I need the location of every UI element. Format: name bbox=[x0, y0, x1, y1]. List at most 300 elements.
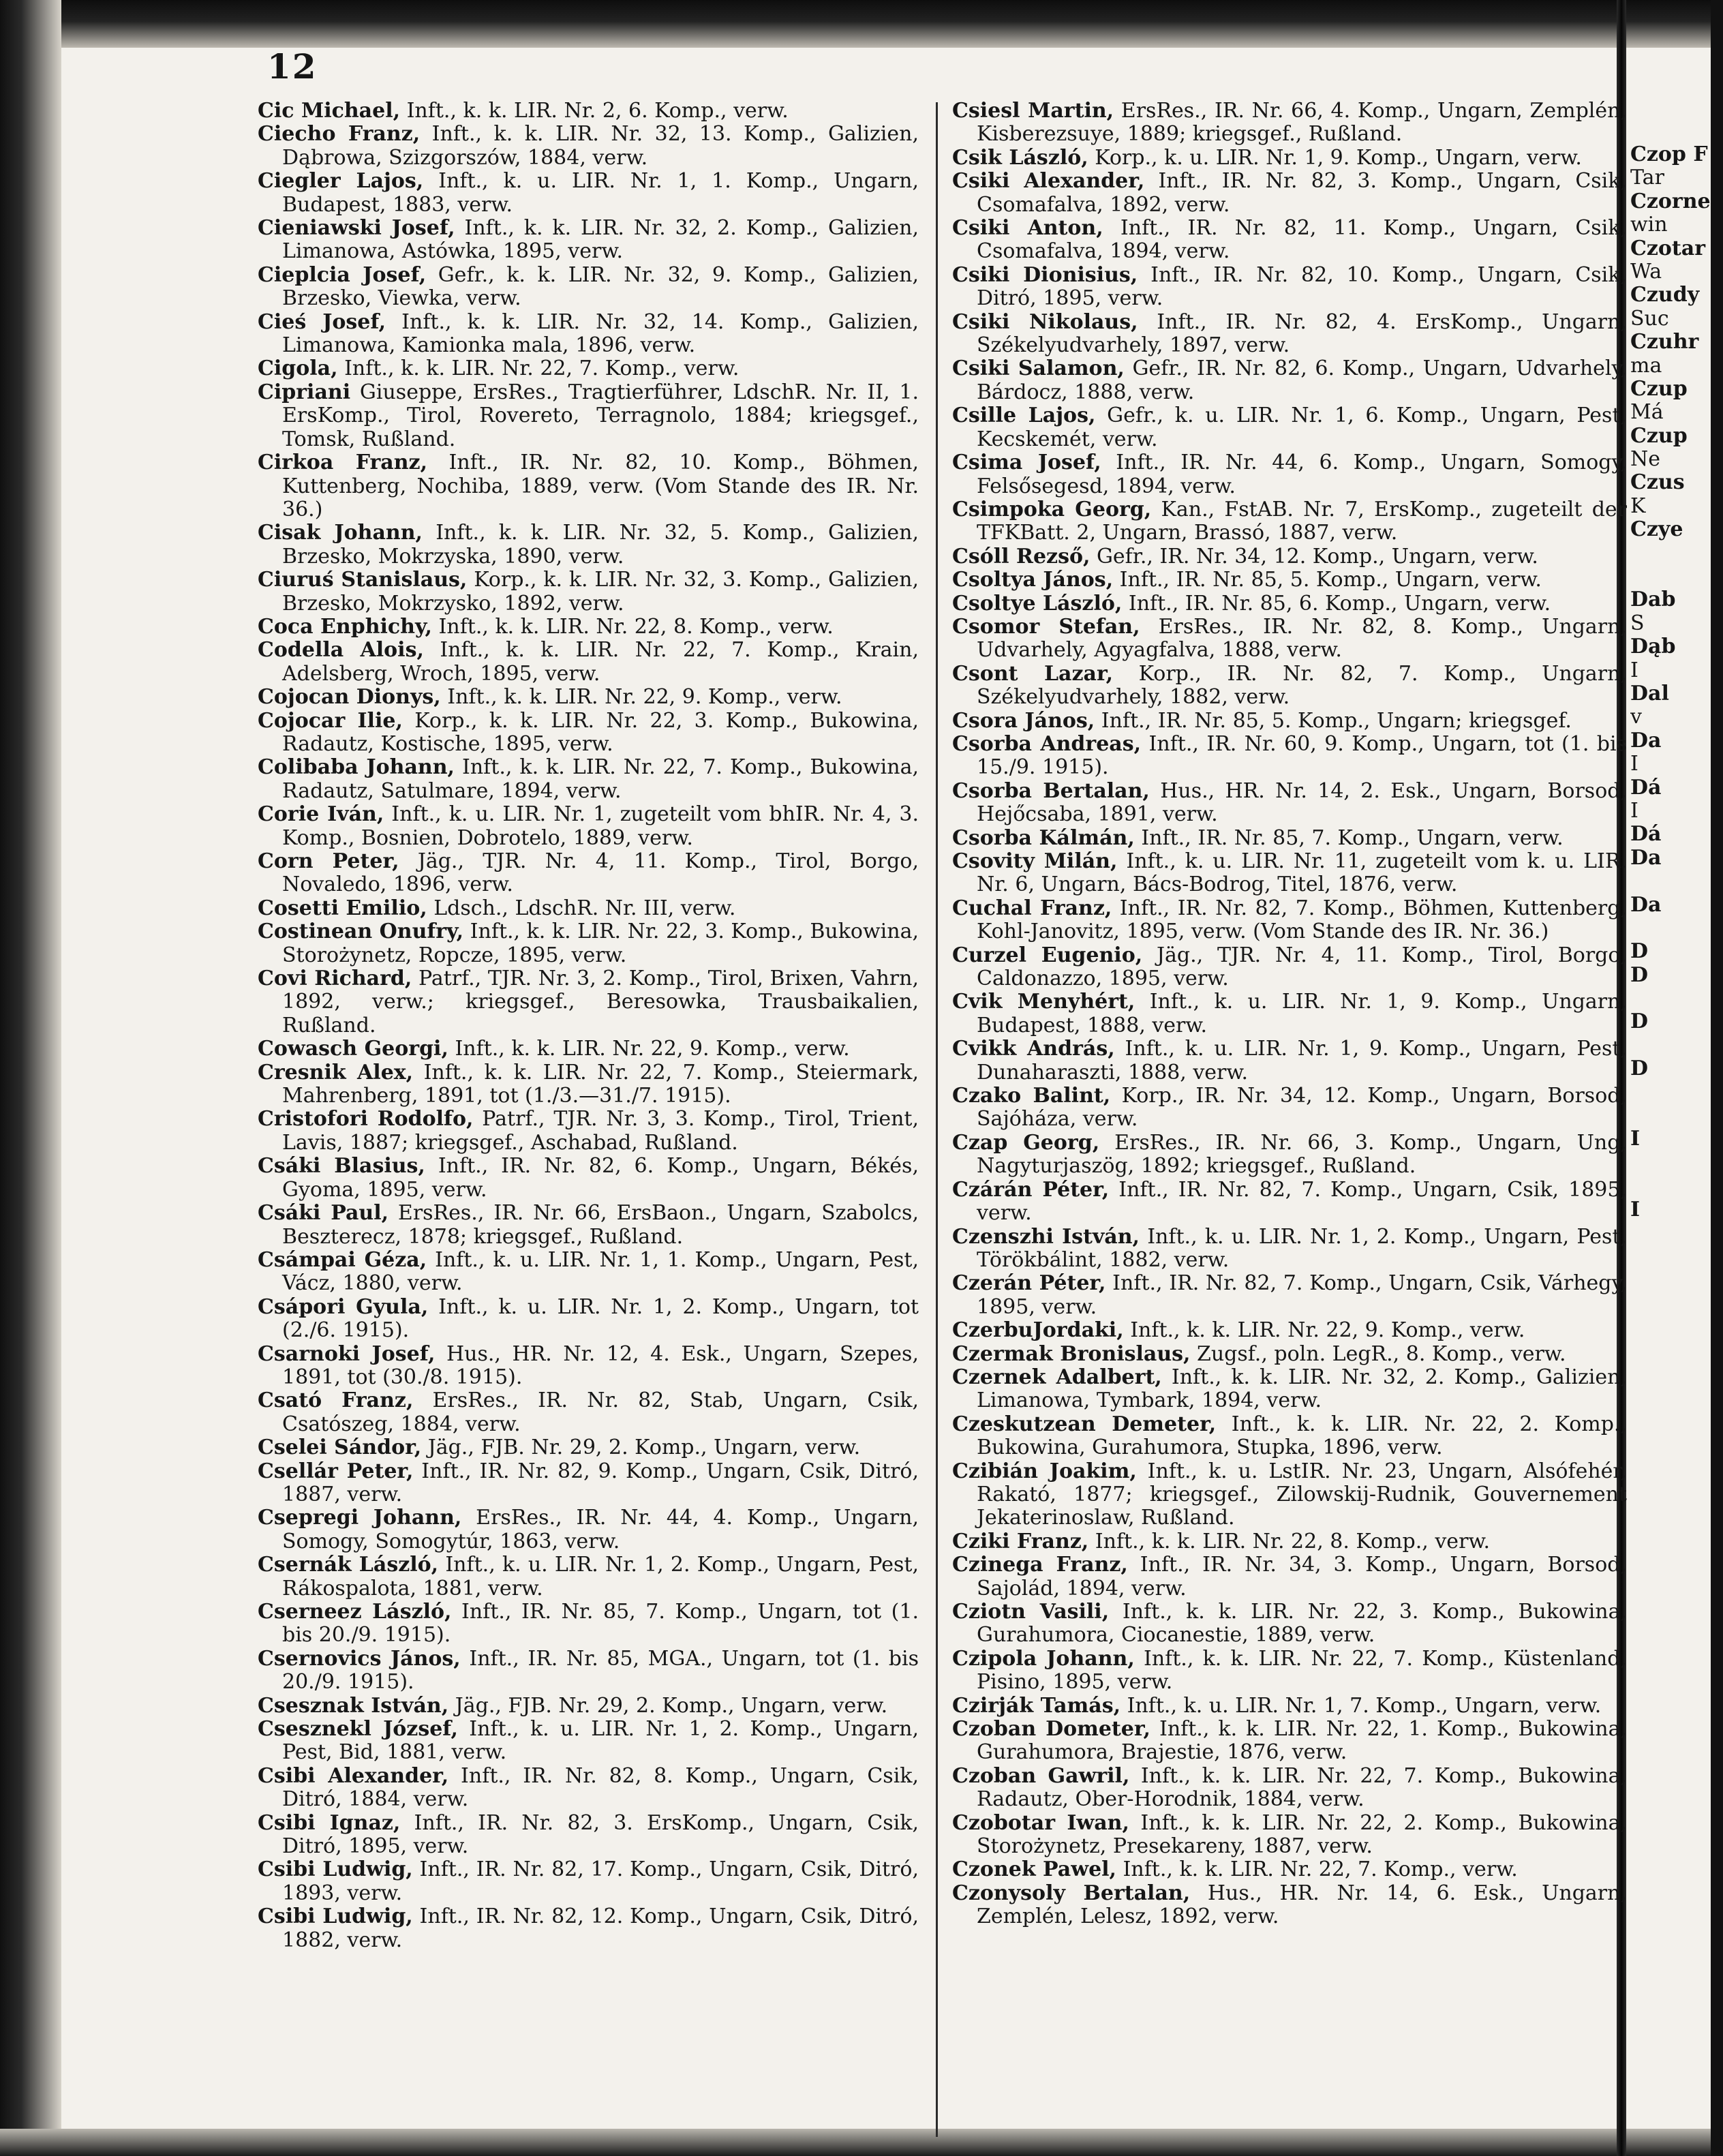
entry-text: ErsRes., IR. Nr. 44, 4. Komp., Ungarn, Somogy, Somogytúr, 1863, verw. bbox=[282, 1506, 919, 1553]
entry-text: Korp., IR. Nr. 82, 7. Komp., Ungarn, Székelyudvarhely, 1882, verw. bbox=[977, 661, 1627, 710]
list-entry bbox=[258, 170, 919, 217]
list-entry bbox=[258, 1343, 919, 1390]
edge-fragment: Dal bbox=[1630, 682, 1669, 705]
list-entry bbox=[952, 498, 1627, 545]
entry-text: Inft., IR. Nr. 82, 17. Komp., Ungarn, Csik, Ditró, 1893, verw. bbox=[282, 1857, 919, 1905]
edge-fragment: D bbox=[1630, 940, 1649, 964]
edge-fragment: Ne bbox=[1630, 448, 1661, 472]
entry-name: Csiesl Martin, bbox=[952, 99, 1114, 123]
list-entry bbox=[952, 1648, 1627, 1695]
list-entry bbox=[952, 357, 1627, 404]
entry-text: Gefr., IR. Nr. 82, 6. Komp., Ungarn, Udvarhely, Bárdocz, 1888, verw. bbox=[977, 356, 1627, 404]
entry-name: Codella Alois, bbox=[258, 638, 424, 663]
entry-name: Csorba Andreas, bbox=[952, 731, 1142, 756]
entry-text: Inft., k. k. LIR. Nr. 22, 9. Komp., verw. bbox=[448, 1037, 850, 1061]
list-entry bbox=[952, 1272, 1627, 1319]
list-entry bbox=[258, 1648, 919, 1695]
list-entry bbox=[258, 1858, 919, 1905]
entry-name: Cresnik Alex, bbox=[258, 1060, 414, 1084]
edge-fragment: D bbox=[1630, 1057, 1649, 1081]
edge-fragment bbox=[1630, 987, 1711, 1010]
entry-name: Csibi Ludwig, bbox=[258, 1904, 413, 1929]
entry-text: Inft., k. k. LIR. Nr. 32, 2. Komp., Galizien, Limanowa, Astówka, 1895, verw. bbox=[282, 216, 919, 264]
entry-name: Cic Michael, bbox=[258, 99, 401, 123]
entry-name: Cvik Menyhért, bbox=[952, 990, 1135, 1014]
entry-name: Czoban Dometer, bbox=[952, 1717, 1150, 1742]
list-entry bbox=[952, 1695, 1627, 1718]
entry-name: Ciecho Franz, bbox=[258, 122, 421, 147]
entry-text: ErsRes., IR. Nr. 66, 4. Komp., Ungarn, Zemplén, Kisberezsuye, 1889; kriegsgef., Rußland. bbox=[977, 99, 1627, 147]
edge-fragment: Dá bbox=[1630, 776, 1662, 800]
entry-text: Inft., IR. Nr. 82, 9. Komp., Ungarn, Csik, Ditró, 1887, verw. bbox=[282, 1459, 919, 1506]
entry-text: Inft., k. k. LIR. Nr. 22, 2. Komp., Bukowina, Gurahumora, Stupka, 1896, verw. bbox=[977, 1412, 1628, 1460]
entry-text: Inft., k. k. LIR. Nr. 22, 8. Komp., verw. bbox=[431, 614, 834, 639]
list-entry bbox=[952, 1718, 1627, 1765]
entry-name: Csellár Peter, bbox=[258, 1459, 414, 1483]
entry-name: Curzel Eugenio, bbox=[952, 943, 1143, 967]
list-entry bbox=[952, 311, 1627, 358]
entry-text: Inft., k. u. LIR. Nr. 1, 2. Komp., Ungarn, tot (2./6. 1915). bbox=[282, 1294, 919, 1343]
list-entry bbox=[258, 357, 919, 380]
entry-text: Inft., IR. Nr. 82, 7. Komp., Böhmen, Kuttenberg, Kohl-Janovitz, 1895, verw. (Vom Stande des IR. Nr. 36.) bbox=[977, 896, 1627, 944]
entry-text: Inft., k. k. LIR. Nr. 22, 1. Komp., Bukowina, Gurahumora, Brajestie, 1876, verw. bbox=[977, 1717, 1628, 1765]
list-entry bbox=[258, 521, 919, 568]
entry-name: Csáki Blasius, bbox=[258, 1154, 425, 1179]
entry-name: Csoltye László, bbox=[952, 591, 1123, 616]
entry-text: Gefr., IR. Nr. 34, 12. Komp., Ungarn, verw. bbox=[1090, 544, 1538, 568]
list-entry bbox=[258, 850, 919, 897]
edge-fragment: Má bbox=[1630, 401, 1664, 425]
list-entry bbox=[952, 1600, 1627, 1648]
entry-text: Inft., k. k. LIR. Nr. 22, 3. Komp., Bukowina, Gurahumora, Ciocanestie, 1889, verw. bbox=[977, 1600, 1627, 1648]
entry-name: Csernovics János, bbox=[258, 1646, 461, 1671]
entry-text: Inft., k. k. LIR. Nr. 32, 5. Komp., Galizien, Brzesko, Mokrzyska, 1890, verw. bbox=[282, 521, 919, 568]
edge-fragment bbox=[1630, 870, 1711, 893]
list-entry bbox=[952, 264, 1627, 311]
entry-text: Inft., k. k. LIR. Nr. 22, 8. Komp., verw. bbox=[1088, 1529, 1491, 1553]
entry-name: Csarnoki Josef, bbox=[258, 1341, 436, 1366]
entry-text: Inft., k. k. LIR. Nr. 22, 2. Komp., Bukowina, Storożynetz, Presekareny, 1887, verw. bbox=[977, 1810, 1627, 1859]
entry-text: Inft., IR. Nr. 82, 4. ErsKomp., Ungarn, Székelyudvarhely, 1897, verw. bbox=[977, 309, 1627, 358]
list-entry bbox=[258, 1249, 919, 1296]
entry-name: Czako Balint, bbox=[952, 1084, 1111, 1108]
entry-name: Cserneez László, bbox=[258, 1600, 452, 1624]
entry-text: ErsRes., IR. Nr. 66, ErsBaon., Ungarn, Szabolcs, Beszterecz, 1878; kriegsgef., Rußland. bbox=[282, 1201, 919, 1249]
list-entry bbox=[258, 616, 919, 639]
entry-text: Inft., k. u. LstIR. Nr. 23, Ungarn, Alsófehér, Rakató, 1877; kriegsgef., Zilowskij-Rudnik, Gouvernement Jekaterinoslaw, Rußland. bbox=[977, 1459, 1628, 1530]
list-entry bbox=[952, 944, 1627, 991]
edge-fragment: Suc bbox=[1630, 307, 1669, 331]
list-entry bbox=[258, 1506, 919, 1553]
edge-fragment: Czorne bbox=[1630, 189, 1711, 213]
entry-text: Inft., k. k. LIR. Nr. 32, 14. Komp., Galizien, Limanowa, Kamionka mala, 1896, verw. bbox=[282, 309, 919, 358]
entry-text: Inft., IR. Nr. 82, 3. Komp., Ungarn, Csik, Csomafalva, 1892, verw. bbox=[977, 169, 1627, 217]
entry-name: Cselei Sándor, bbox=[258, 1436, 422, 1460]
entry-text: Inft., k. k. LIR. Nr. 22, 7. Komp., Bukowina, Radautz, Ober-Horodnik, 1884, verw. bbox=[977, 1763, 1628, 1812]
entry-text: Inft., IR. Nr. 60, 9. Komp., Ungarn, tot (1. bis 15./9. 1915). bbox=[977, 731, 1627, 780]
edge-fragment: Dab bbox=[1630, 588, 1676, 612]
list-entry bbox=[258, 897, 919, 920]
entry-name: Cipriani bbox=[258, 380, 351, 404]
entry-name: Csiki Alexander, bbox=[952, 169, 1145, 194]
list-entry bbox=[258, 686, 919, 709]
entry-name: Csáki Paul, bbox=[258, 1201, 389, 1226]
entry-name: Czibián Joakim, bbox=[952, 1459, 1137, 1483]
entry-text: Inft., k. k. LIR. Nr. 22, 9. Komp., verw. bbox=[440, 685, 842, 710]
list-entry bbox=[952, 1037, 1627, 1084]
entry-text: Jäg., TJR. Nr. 4, 11. Komp., Tirol, Borgo, Novaledo, 1896, verw. bbox=[282, 849, 919, 897]
entry-text: Inft., k. u. LIR. Nr. 1, 1. Komp., Ungarn, Budapest, 1883, verw. bbox=[282, 169, 919, 217]
entry-name: Czernek Adalbert, bbox=[952, 1365, 1162, 1389]
edge-fragment: Czuhr bbox=[1630, 331, 1699, 354]
entry-name: Csibi Alexander, bbox=[258, 1763, 449, 1788]
edge-fragment bbox=[1630, 1174, 1711, 1198]
entry-name: Czirják Tamás, bbox=[952, 1693, 1121, 1718]
list-entry bbox=[952, 990, 1627, 1037]
scan-border-left bbox=[0, 0, 61, 2156]
entry-name: Corie Iván, bbox=[258, 802, 384, 827]
entry-name: Covi Richard, bbox=[258, 967, 412, 991]
entry-text: Korp., IR. Nr. 34, 12. Komp., Ungarn, Borsod, Sajóháza, verw. bbox=[977, 1084, 1628, 1132]
edge-fragment: S bbox=[1630, 611, 1645, 635]
edge-fragment bbox=[1630, 1081, 1711, 1104]
entry-name: Csora János, bbox=[952, 708, 1095, 733]
entry-text: Hus., HR. Nr. 12, 4. Esk., Ungarn, Szepes, 1891, tot (30./8. 1915). bbox=[282, 1341, 919, 1389]
entry-text: Giuseppe, ErsRes., Tragtierführer, LdschR. Nr. II, 1. ErsKomp., Tirol, Rovereto, Terragnolo, 1884; kriegsgef., Tomsk, Rußland. bbox=[282, 380, 919, 451]
entry-name: Cowasch Georgi, bbox=[258, 1037, 448, 1061]
entry-name: Czermak Bronislaus, bbox=[952, 1341, 1191, 1366]
list-entry bbox=[952, 147, 1627, 170]
entry-text: Inft., k. u. LIR. Nr. 1, 2. Komp., Ungarn, Pest, Rákospalota, 1881, verw. bbox=[282, 1553, 919, 1600]
edge-fragment: K bbox=[1630, 494, 1646, 518]
list-entry bbox=[258, 217, 919, 264]
entry-name: Cirkoa Franz, bbox=[258, 451, 428, 475]
entry-text: ErsRes., IR. Nr. 82, 8. Komp., Ungarn, Udvarhely, Agyagfalva, 1888, verw. bbox=[977, 614, 1627, 663]
edge-fragment bbox=[1630, 565, 1711, 588]
entry-name: Colibaba Johann, bbox=[258, 755, 455, 780]
list-entry bbox=[258, 1600, 919, 1648]
entry-name: Cieplcia Josef, bbox=[258, 262, 427, 287]
entry-text: Inft., IR. Nr. 34, 3. Komp., Ungarn, Borsod, Sajolád, 1894, verw. bbox=[977, 1553, 1628, 1600]
entry-name: Csorba Bertalan, bbox=[952, 778, 1150, 803]
right-column bbox=[952, 100, 1627, 1929]
list-entry bbox=[258, 451, 919, 521]
entry-name: Csápori Gyula, bbox=[258, 1294, 429, 1319]
list-entry bbox=[952, 850, 1627, 897]
entry-text: Inft., IR. Nr. 82, 6. Komp., Ungarn, Békés, Gyoma, 1895, verw. bbox=[282, 1154, 919, 1202]
list-entry bbox=[952, 1882, 1627, 1929]
entry-text: Inft., k. k. LIR. Nr. 22, 3. Komp., Bukowina, Storożynetz, Ropcze, 1895, verw. bbox=[282, 920, 919, 967]
edge-fragment: Czup bbox=[1630, 377, 1688, 401]
list-entry bbox=[952, 616, 1627, 663]
edge-fragment bbox=[1630, 1104, 1711, 1127]
column-divider bbox=[936, 102, 938, 2137]
entry-text: Inft., k. k. LIR. Nr. 22, 9. Komp., verw. bbox=[1123, 1318, 1525, 1343]
edge-fragment bbox=[1630, 917, 1711, 940]
entry-text: Inft., k. u. LIR. Nr. 1, 2. Komp., Ungarn, Pest, Bid, 1881, verw. bbox=[282, 1717, 919, 1765]
list-entry bbox=[258, 1905, 919, 1952]
entry-text: Inft., k. k. LIR. Nr. 32, 2. Komp., Galizien, Limanowa, Tymbark, 1894, verw. bbox=[977, 1365, 1627, 1413]
edge-fragment: I bbox=[1630, 1198, 1641, 1221]
entry-text: Inft., k. u. LIR. Nr. 11, zugeteilt vom k. u. LIR. Nr. 6, Ungarn, Bács-Bodrog, Titel, 1876, verw. bbox=[977, 849, 1627, 897]
list-entry bbox=[258, 568, 919, 616]
entry-text: ErsRes., IR. Nr. 66, 3. Komp., Ungarn, Ung, Nagyturjaszög, 1892; kriegsgef., Rußland. bbox=[977, 1130, 1627, 1179]
edge-fragment: Czudy bbox=[1630, 284, 1700, 307]
list-entry bbox=[952, 404, 1627, 451]
entry-text: Korp., k. u. LIR. Nr. 1, 9. Komp., Ungarn, verw. bbox=[1088, 145, 1582, 170]
list-entry bbox=[258, 1812, 919, 1859]
entry-name: Czerán Péter, bbox=[952, 1271, 1106, 1296]
list-entry bbox=[952, 1460, 1627, 1530]
entry-text: Inft., IR. Nr. 82, 3. ErsKomp., Ungarn, Csik, Ditró, 1895, verw. bbox=[282, 1810, 919, 1859]
entry-name: Cziotn Vasili, bbox=[952, 1600, 1110, 1624]
entry-text: Inft., IR. Nr. 82, 7. Komp., Ungarn, Csik, 1895, verw. bbox=[977, 1177, 1627, 1226]
entry-text: Inft., k. u. LIR. Nr. 1, zugeteilt vom bhIR. Nr. 4, 3. Komp., Bosnien, Dobrotelo, 1889, verw. bbox=[282, 802, 919, 850]
entry-text: Ldsch., LdschR. Nr. III, verw. bbox=[427, 896, 736, 920]
list-entry bbox=[258, 920, 919, 967]
entry-name: Csiki Anton, bbox=[952, 216, 1103, 241]
entry-name: Czeskutzean Demeter, bbox=[952, 1412, 1217, 1436]
list-entry bbox=[952, 1812, 1627, 1859]
entry-name: Czinega Franz, bbox=[952, 1553, 1128, 1577]
edge-fragment: I bbox=[1630, 1127, 1641, 1151]
entry-name: Csibi Ignaz, bbox=[258, 1810, 401, 1835]
entry-text: Inft., k. u. LIR. Nr. 1, 2. Komp., Ungarn, Pest, Törökbálint, 1882, verw. bbox=[977, 1224, 1627, 1272]
list-entry bbox=[952, 451, 1627, 498]
entry-text: Inft., k. u. LIR. Nr. 1, 7. Komp., Ungarn, verw. bbox=[1120, 1693, 1602, 1718]
entry-text: Inft., k. k. LIR. Nr. 32, 13. Komp., Galizien, Dąbrowa, Szizgorszów, 1884, verw. bbox=[282, 122, 919, 170]
entry-text: Inft., k. k. LIR. Nr. 22, 7. Komp., verw. bbox=[337, 356, 739, 381]
entry-text: Gefr., k. k. LIR. Nr. 32, 9. Komp., Galizien, Brzesko, Viewka, verw. bbox=[282, 262, 919, 311]
entry-text: Inft., IR. Nr. 85, MGA., Ungarn, tot (1. bis 20./9. 1915). bbox=[282, 1646, 919, 1695]
list-entry bbox=[952, 1084, 1627, 1132]
entry-text: Patrf., TJR. Nr. 3, 3. Komp., Tirol, Trient, Lavis, 1887; kriegsgef., Aschabad, Rußland. bbox=[282, 1107, 919, 1155]
list-entry bbox=[952, 1530, 1627, 1553]
entry-text: Inft., k. k. LIR. Nr. 22, 7. Komp., Steiermark, Mahrenberg, 1891, tot (1./3.—31./7. 1915). bbox=[282, 1060, 919, 1108]
entry-name: Csima Josef, bbox=[952, 451, 1101, 475]
list-entry bbox=[952, 780, 1627, 827]
next-page-edge bbox=[1630, 143, 1711, 1221]
entry-name: Csepregi Johann, bbox=[258, 1506, 462, 1530]
list-entry bbox=[952, 217, 1627, 264]
edge-fragment: Tar bbox=[1630, 166, 1664, 190]
edge-fragment: D bbox=[1630, 1010, 1649, 1034]
entry-text: Inft., k. k. LIR. Nr. 2, 6. Komp., verw. bbox=[400, 99, 789, 123]
entry-name: Coca Enphichy, bbox=[258, 614, 432, 639]
list-entry bbox=[952, 1132, 1627, 1179]
entry-text: Inft., k. u. LIR. Nr. 1, 1. Komp., Ungarn, Pest, Vácz, 1880, verw. bbox=[282, 1247, 919, 1296]
entry-name: Csiki Dionisius, bbox=[952, 262, 1138, 287]
entry-name: Czonysoly Bertalan, bbox=[952, 1881, 1191, 1905]
list-entry bbox=[258, 1061, 919, 1108]
edge-fragment: I bbox=[1630, 799, 1638, 823]
list-entry bbox=[258, 639, 919, 686]
list-entry bbox=[258, 1460, 919, 1507]
entry-text: Inft., IR. Nr. 82, 11. Komp., Ungarn, Csik, Csomafalva, 1894, verw. bbox=[977, 216, 1627, 264]
list-entry bbox=[258, 1436, 919, 1459]
edge-fragment: Wa bbox=[1630, 260, 1662, 284]
list-entry bbox=[258, 1202, 919, 1249]
left-column bbox=[258, 100, 919, 1952]
entry-name: Cojocan Dionys, bbox=[258, 685, 441, 710]
entry-name: Czap Georg, bbox=[952, 1130, 1100, 1155]
list-entry bbox=[258, 264, 919, 311]
entry-text: Inft., k. k. LIR. Nr. 22, 7. Komp., Krain, Adelsberg, Wroch, 1895, verw. bbox=[282, 638, 919, 686]
edge-fragment: Czup bbox=[1630, 424, 1688, 448]
entry-text: Inft., IR. Nr. 85, 5. Komp., Ungarn, verw. bbox=[1113, 568, 1542, 592]
entry-name: Csovity Milán, bbox=[952, 849, 1118, 873]
entry-name: Czobotar Iwan, bbox=[952, 1810, 1129, 1835]
entry-name: Ciuruś Stanislaus, bbox=[258, 568, 468, 592]
edge-fragment: Dá bbox=[1630, 823, 1662, 847]
entry-text: Inft., k. u. LIR. Nr. 1, 9. Komp., Ungarn, Pest, Dunaharaszti, 1888, verw. bbox=[977, 1037, 1627, 1084]
entry-name: Czoban Gawril, bbox=[952, 1763, 1130, 1788]
list-entry bbox=[952, 827, 1627, 850]
list-entry bbox=[258, 1389, 919, 1436]
edge-fragment: Da bbox=[1630, 729, 1662, 753]
entry-text: Inft., IR. Nr. 85, 5. Komp., Ungarn; kriegsgef. bbox=[1095, 708, 1572, 733]
entry-name: Cuchal Franz, bbox=[952, 896, 1112, 920]
entry-name: CzerbuJordaki, bbox=[952, 1318, 1124, 1343]
entry-name: Costinean Onufry, bbox=[258, 920, 464, 944]
entry-name: Czárán Péter, bbox=[952, 1177, 1110, 1202]
list-entry bbox=[258, 967, 919, 1037]
list-entry bbox=[952, 733, 1627, 780]
list-entry bbox=[258, 1155, 919, 1202]
scan-border-top bbox=[0, 0, 1723, 48]
entry-text: Korp., k. k. LIR. Nr. 32, 3. Komp., Galizien, Brzesko, Mokrzysko, 1892, verw. bbox=[282, 568, 919, 616]
edge-fragment bbox=[1630, 1034, 1711, 1057]
entry-name: Csibi Ludwig, bbox=[258, 1857, 413, 1882]
list-entry bbox=[952, 1553, 1627, 1600]
entry-name: Csóll Rezső, bbox=[952, 544, 1091, 568]
list-entry bbox=[258, 710, 919, 757]
entry-name: Csik László, bbox=[952, 145, 1088, 170]
entry-text: Gefr., k. u. LIR. Nr. 1, 6. Komp., Ungarn, Pest, Kecskemét, verw. bbox=[977, 404, 1627, 451]
edge-fragment: win bbox=[1630, 213, 1668, 237]
list-entry bbox=[952, 100, 1627, 147]
entry-name: Cieś Josef, bbox=[258, 309, 386, 334]
list-entry bbox=[258, 1718, 919, 1765]
list-entry bbox=[952, 710, 1627, 733]
list-entry bbox=[258, 123, 919, 170]
edge-fragment bbox=[1630, 1151, 1711, 1174]
entry-text: Inft., IR. Nr. 82, 10. Komp., Böhmen, Kuttenberg, Nochiba, 1889, verw. (Vom Stande des IR. Nr. 36.) bbox=[282, 451, 919, 521]
list-entry bbox=[258, 1108, 919, 1155]
list-entry bbox=[258, 1037, 919, 1061]
list-entry bbox=[258, 1553, 919, 1600]
entry-name: Czonek Pawel, bbox=[952, 1857, 1116, 1882]
list-entry bbox=[952, 1858, 1627, 1881]
list-entry bbox=[258, 1695, 919, 1718]
entry-text: Patrf., TJR. Nr. 3, 2. Komp., Tirol, Brixen, Vahrn, 1892, verw.; kriegsgef., Beresowka, Trausbaikalien, Rußland. bbox=[282, 967, 919, 1037]
entry-text: Inft., IR. Nr. 82, 12. Komp., Ungarn, Csik, Ditró, 1882, verw. bbox=[282, 1904, 919, 1952]
entry-text: Inft., IR. Nr. 82, 8. Komp., Ungarn, Csik, Ditró, 1884, verw. bbox=[282, 1763, 919, 1812]
entry-text: Inft., k. k. LIR. Nr. 22, 7. Komp., Bukowina, Radautz, Satulmare, 1894, verw. bbox=[282, 755, 919, 803]
edge-fragment bbox=[1630, 542, 1711, 565]
entry-text: Korp., k. k. LIR. Nr. 22, 3. Komp., Bukowina, Radautz, Kostische, 1895, verw. bbox=[282, 708, 919, 756]
scan-border-right bbox=[1711, 0, 1723, 2156]
entry-text: Inft., IR. Nr. 82, 10. Komp., Ungarn, Csik, Ditró, 1895, verw. bbox=[977, 262, 1627, 311]
list-entry bbox=[952, 592, 1627, 616]
edge-fragment: Da bbox=[1630, 846, 1662, 870]
edge-fragment: Czye bbox=[1630, 518, 1683, 542]
entry-name: Corn Peter, bbox=[258, 849, 399, 873]
list-entry bbox=[952, 663, 1627, 710]
entry-text: Kan., FstAB. Nr. 7, ErsKomp., zugeteilt der TFKBatt. 2, Ungarn, Brassó, 1887, verw. bbox=[977, 497, 1627, 545]
entry-text: Hus., HR. Nr. 14, 6. Esk., Ungarn, Zemplén, Lelesz, 1892, verw. bbox=[977, 1881, 1627, 1929]
entry-text: Inft., IR. Nr. 44, 6. Komp., Ungarn, Somogy, Felsősegesd, 1894, verw. bbox=[977, 451, 1627, 498]
list-entry bbox=[952, 568, 1627, 592]
entry-text: Jäg., FJB. Nr. 29, 2. Komp., Ungarn, verw. bbox=[421, 1436, 861, 1460]
list-entry bbox=[952, 1226, 1627, 1273]
edge-fragment: Czop F bbox=[1630, 143, 1708, 166]
entry-name: Cigola, bbox=[258, 356, 338, 381]
entry-name: Csató Franz, bbox=[258, 1388, 414, 1413]
entry-name: Cosetti Emilio, bbox=[258, 896, 427, 920]
entry-text: Inft., k. k. LIR. Nr. 22, 7. Komp., Küstenland, Pisino, 1895, verw. bbox=[977, 1646, 1627, 1695]
entry-name: Csont Lazar, bbox=[952, 661, 1114, 686]
entry-name: Czipola Johann, bbox=[952, 1646, 1135, 1671]
list-entry bbox=[258, 1296, 919, 1343]
list-entry bbox=[258, 1765, 919, 1812]
list-entry bbox=[952, 897, 1627, 944]
scan-border-bottom bbox=[0, 2129, 1723, 2156]
list-entry bbox=[952, 1765, 1627, 1812]
edge-fragment: Da bbox=[1630, 893, 1662, 917]
entry-name: Cvikk András, bbox=[952, 1037, 1115, 1061]
list-entry bbox=[952, 170, 1627, 217]
entry-name: Csernák László, bbox=[258, 1553, 439, 1577]
edge-fragment: Czotar bbox=[1630, 237, 1706, 260]
entry-text: Jäg., FJB. Nr. 29, 2. Komp., Ungarn, verw. bbox=[448, 1693, 888, 1718]
list-entry bbox=[952, 1413, 1627, 1460]
list-entry bbox=[952, 545, 1627, 568]
entry-name: Csomor Stefan, bbox=[952, 614, 1140, 639]
list-entry bbox=[952, 1319, 1627, 1342]
entry-name: Cziki Franz, bbox=[952, 1529, 1089, 1553]
entry-name: Csille Lajos, bbox=[952, 404, 1096, 428]
edge-fragment: I bbox=[1630, 658, 1638, 682]
entry-text: Inft., IR. Nr. 85, 7. Komp., Ungarn, tot (1. bis 20./9. 1915). bbox=[282, 1600, 919, 1648]
edge-fragment: v bbox=[1630, 705, 1642, 729]
entry-name: Csesznak István, bbox=[258, 1693, 449, 1718]
entry-name: Csimpoka Georg, bbox=[952, 497, 1152, 521]
edge-fragment: Czus bbox=[1630, 471, 1685, 495]
entry-text: Inft., IR. Nr. 85, 6. Komp., Ungarn, verw. bbox=[1122, 591, 1551, 616]
list-entry bbox=[952, 1366, 1627, 1413]
entry-name: Csoltya János, bbox=[952, 568, 1114, 592]
entry-name: Ciegler Lajos, bbox=[258, 169, 424, 194]
list-entry bbox=[952, 1343, 1627, 1366]
entry-name: Cojocar Ilie, bbox=[258, 708, 403, 733]
entry-text: Inft., IR. Nr. 82, 7. Komp., Ungarn, Csik, Várhegy, 1895, verw. bbox=[977, 1271, 1627, 1319]
entry-name: Cieniawski Josef, bbox=[258, 216, 455, 241]
entry-name: Csesznekl József, bbox=[258, 1717, 458, 1742]
entry-text: Hus., HR. Nr. 14, 2. Esk., Ungarn, Borsod, Hejőcsaba, 1891, verw. bbox=[977, 778, 1627, 827]
list-entry bbox=[952, 1179, 1627, 1226]
list-entry bbox=[258, 381, 919, 451]
entry-name: Cristofori Rodolfo, bbox=[258, 1107, 474, 1132]
entry-text: Inft., k. u. LIR. Nr. 1, 9. Komp., Ungarn, Budapest, 1888, verw. bbox=[977, 990, 1627, 1037]
list-entry bbox=[258, 756, 919, 803]
entry-text: Jäg., TJR. Nr. 4, 11. Komp., Tirol, Borgo, Caldonazzo, 1895, verw. bbox=[977, 943, 1627, 991]
entry-text: Inft., IR. Nr. 85, 7. Komp., Ungarn, verw. bbox=[1134, 825, 1564, 850]
edge-fragment: I bbox=[1630, 753, 1638, 776]
entry-name: Cisak Johann, bbox=[258, 521, 423, 545]
entry-name: Csiki Salamon, bbox=[952, 356, 1125, 381]
entry-name: Csiki Nikolaus, bbox=[952, 309, 1138, 334]
